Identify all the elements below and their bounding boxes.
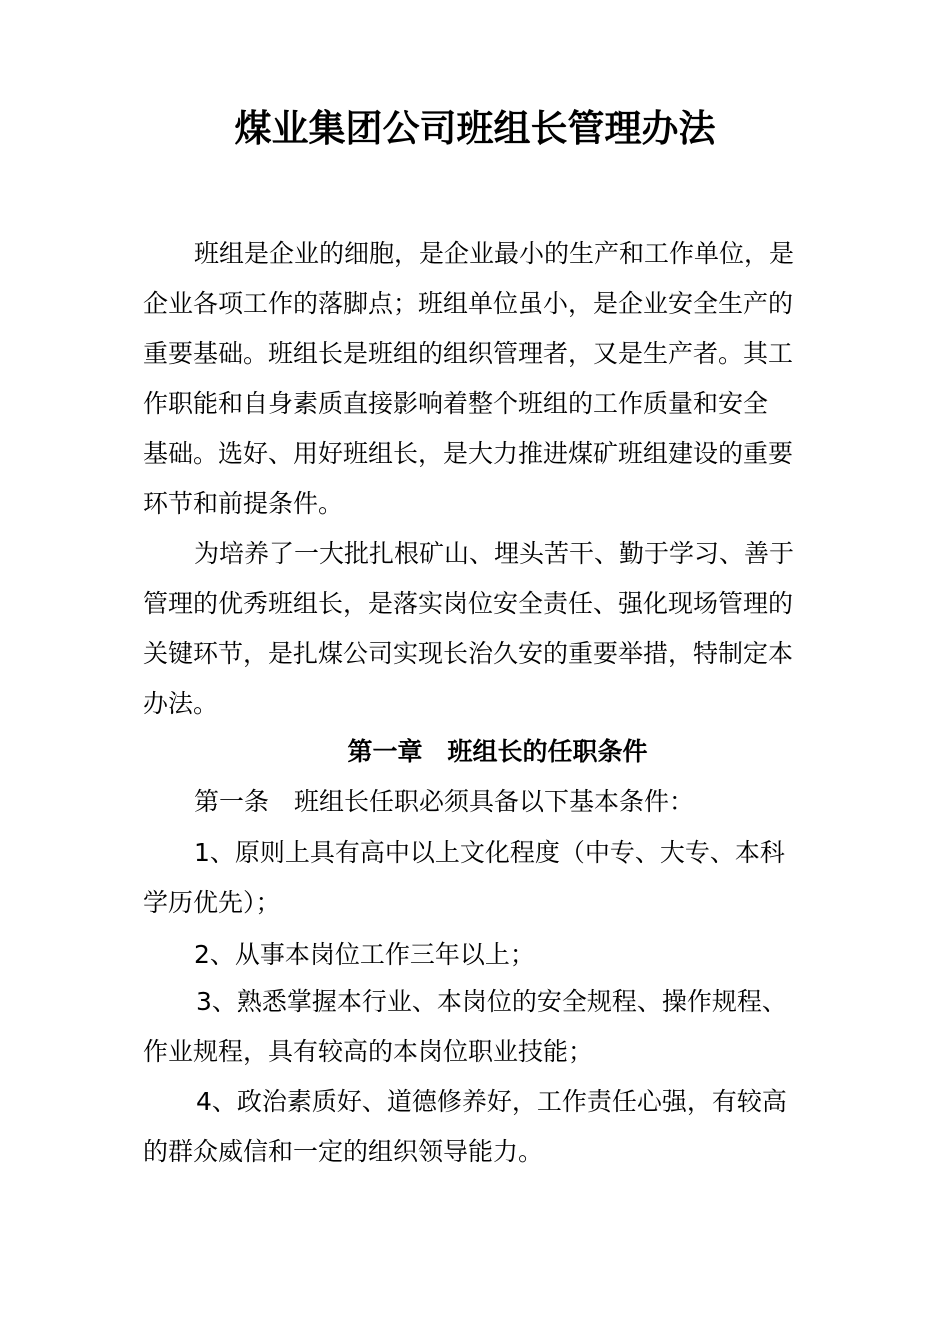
- list-item-line: 2、从事本岗位工作三年以上；: [194, 940, 535, 969]
- paragraph-line: 办法。: [143, 689, 219, 718]
- paragraph-line: 管理的优秀班组长，是落实岗位安全责任、强化现场管理的: [143, 589, 794, 618]
- chapter-heading: 第一章 班组长的任职条件: [347, 737, 648, 766]
- list-item-line: 3、熟悉掌握本行业、本岗位的安全规程、操作规程、: [196, 987, 787, 1016]
- article-line: 第一条 班组长任职必须具备以下基本条件：: [194, 787, 695, 816]
- paragraph-line: 作职能和自身素质直接影响着整个班组的工作质量和安全: [143, 389, 769, 418]
- list-item-line: 1、原则上具有高中以上文化程度（中专、大专、本科: [194, 838, 785, 867]
- paragraph-line: 企业各项工作的落脚点；班组单位虽小，是企业安全生产的: [143, 289, 794, 318]
- paragraph-line: 环节和前提条件。: [143, 489, 344, 518]
- paragraph-line: 重要基础。班组长是班组的组织管理者，又是生产者。其工: [143, 339, 794, 368]
- paragraph-line: 基础。选好、用好班组长，是大力推进煤矿班组建设的重要: [143, 439, 794, 468]
- paragraph-line: 为培养了一大批扎根矿山、埋头苦干、勤于学习、善于: [194, 539, 795, 568]
- list-item-line: 学历优先）；: [143, 888, 281, 917]
- list-item-line: 作业规程，具有较高的本岗位职业技能；: [143, 1037, 594, 1066]
- list-item-line: 4、政治素质好、道德修养好，工作责任心强，有较高: [196, 1087, 787, 1116]
- document-title: 煤业集团公司班组长管理办法: [234, 107, 716, 150]
- list-item-line: 的群众威信和一定的组织领导能力。: [143, 1137, 544, 1166]
- paragraph-line: 关键环节，是扎煤公司实现长治久安的重要举措，特制定本: [143, 639, 794, 668]
- paragraph-line: 班组是企业的细胞，是企业最小的生产和工作单位，是: [194, 239, 795, 268]
